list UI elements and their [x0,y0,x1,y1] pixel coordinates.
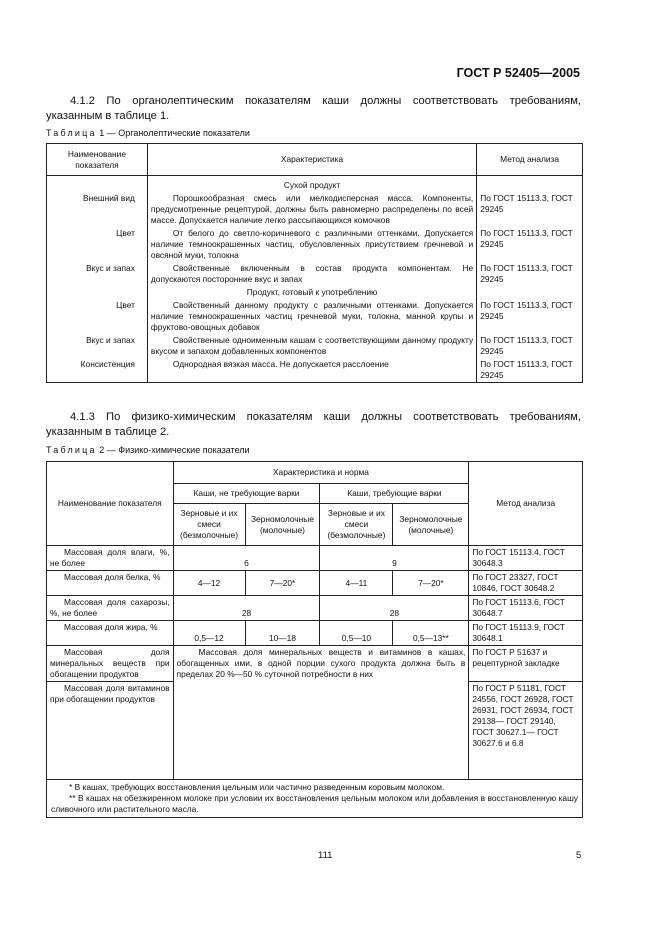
header-milk: Зерномолочные (молочные) [393,504,469,546]
footnotes [47,780,583,818]
row-method: По ГОСТ Р 51637 и рецептурной закладке [469,646,583,682]
row-desc [147,192,476,227]
section-dry-product: Сухой продукт [147,176,476,193]
row-method: По ГОСТ 15113.6, ГОСТ 30648.7 [469,596,583,621]
paragraph-text: 4.1.2 По органолептическим показателям каши должны соответствовать требованиям, указанным в таблице 1. [46,95,581,122]
row-desc-text: Свойственный данному продукту с различными оттенками. Допускается наличие темноокрашенных частиц гречневой муки, толокна, манной крупы и фруктово-овощных добавок [150,300,474,332]
row-name [47,571,174,596]
header-grain: Зерновые и их смеси (безмолочные) [173,504,245,546]
footnote-text: ** В кашах на обезжиренном молоке при условии их восстановления цельным молоком или добавления в восстановленную кашу сливочного или растительного масла. [51,793,578,814]
value-cell: 0,5—12 [173,621,245,646]
row-name: Цвет [47,299,148,334]
header-method: Метод анализа [477,144,583,176]
table-row [47,192,583,227]
row-desc-text: От белого до светло-коричневого с различными оттенками. Допускается наличие темноокрашенных частиц, обусловленных присутствием гречневой и овсяной муки, толокна [150,228,474,260]
section-row [47,176,583,193]
row-name-text: Массовая доля минеральных веществ при обогащении продуктов [50,647,170,679]
row-name-text: Массовая доля влаги, %, не более [50,547,170,568]
row-desc-text: Однородная вязкая масса. Не допускается расслоение [172,359,389,369]
row-method: По ГОСТ 15113.4, ГОСТ 30648.3 [469,546,583,571]
table-row [47,299,583,334]
row-name-text: Массовая доля белка, % [64,572,161,582]
row-name [47,596,174,621]
table-row [47,334,583,358]
table-row [47,646,583,682]
row-desc-text: Свойственные включенным в состав продукта компонентам. Не допускаются посторонние вкус и запах [150,263,474,284]
table-row [47,621,583,646]
page-number: 5 [576,850,582,861]
row-name-text: Массовая доля сахарозы, %, не более [50,597,170,618]
row-method: По ГОСТ 23327, ГОСТ 10846, ГОСТ 30648.2 [469,571,583,596]
row-desc-text: Свойственные одноименным кашам с соответствующими данному продукту вкусом и запахом добавленных компонентов [150,335,474,356]
table-row [47,546,583,571]
value-cell: 6 [173,546,320,571]
table-row [47,358,583,383]
value-cell: 9 [320,546,469,571]
header-name: Наименование показателя [47,144,148,176]
table-row [47,262,583,286]
row-method: По ГОСТ 15113.3, ГОСТ 29245 [477,334,583,358]
caption-label: Таблица [46,445,97,455]
row-method: По ГОСТ 15113.3, ГОСТ 29245 [477,227,583,262]
value-cell: 10—18 [245,621,320,646]
header-characteristic: Характеристика и норма [173,462,469,484]
row-name: Вкус и запах [47,334,148,358]
header-method: Метод анализа [469,462,583,546]
header-grain: Зерновые и их смеси (безмолочные) [320,504,393,546]
table-row [47,596,583,621]
section-row [47,286,583,299]
caption-text: 2 — Физико-химические показатели [99,445,250,455]
header-milk: Зерномолочные (молочные) [245,504,320,546]
row-name [47,546,174,571]
table1-caption [46,128,250,138]
header-name: Наименование показателя [47,462,174,546]
footnote-1 [51,782,578,793]
center-page-number: 111 [318,850,333,861]
row-name [47,621,174,646]
standard-header: ГОСТ Р 52405—2005 [456,66,580,80]
row-method: По ГОСТ 15113.3, ГОСТ 29245 [477,299,583,334]
physchem-table [46,461,583,818]
paragraph-text: 4.1.3 По физико-химическим показателям каши должны соответствовать требованиям, указанным в таблице 2. [46,411,581,438]
row-method: По ГОСТ 15113.3, ГОСТ 29245 [477,262,583,286]
table2-caption [46,445,250,455]
footnote-text: * В кашах, требующих восстановления цельным или частично разведенным коровьим молоком. [69,782,445,792]
row-method: По ГОСТ 15113.3, ГОСТ 29245 [477,192,583,227]
paragraph-4-1-2 [46,94,581,123]
header-no-cooking: Каши, не требующие варки [173,484,320,504]
value-cell: 28 [173,596,320,621]
row-name: Внешний вид [47,192,148,227]
value-cell: 7—20* [393,571,469,596]
row-name-text: Массовая доля витаминов при обогащении продуктов [50,683,170,704]
row-desc [147,262,476,286]
table-row [47,571,583,596]
enrichment-note [173,646,469,780]
organoleptic-table [46,143,583,383]
enrichment-text: Массовая доля минеральных веществ и витаминов в кашах, обогащенных ими, в одной порции сухого продукта должна быть в пределах 20 %—50 % суточной потребности в них [176,647,466,679]
header-characteristic: Характеристика [147,144,476,176]
row-name [47,646,174,682]
section-ready-product: Продукт, готовый к употреблению [147,286,476,299]
row-desc [147,299,476,334]
value-cell: 7—20* [245,571,320,596]
value-cell: 4—11 [320,571,393,596]
table-header-row [47,462,583,484]
row-method: По ГОСТ 15113.3, ГОСТ 29245 [477,358,583,383]
row-name [47,682,174,780]
row-desc [147,334,476,358]
table-header-row [47,144,583,176]
caption-text: 1 — Органолептические показатели [99,128,250,138]
footnote-2 [51,793,578,815]
paragraph-4-1-3 [46,410,581,439]
row-method: По ГОСТ 15113.9, ГОСТ 30648.1 [469,621,583,646]
row-name-text: Массовая доля жира, % [64,622,158,632]
header-cooking: Каши, требующие варки [320,484,469,504]
row-name: Консистенция [47,358,148,383]
value-cell: 0,5—10 [320,621,393,646]
row-name: Вкус и запах [47,262,148,286]
row-name: Цвет [47,227,148,262]
row-desc-text: Порошкообразная смесь или мелкодисперсная масса. Компоненты, предусмотренные рецептурой, должны быть равномерно распределены по всей массе. Допускается наличие легко рассыпающихся комочков [150,193,474,225]
row-method: По ГОСТ Р 51181, ГОСТ 24556, ГОСТ 26928, ГОСТ 26931, ГОСТ 26934, ГОСТ 29138— ГОСТ 29140, ГОСТ 30627.1— ГОСТ 30627.6 и 6.8 [469,682,583,780]
table-row [47,227,583,262]
row-desc [147,358,476,383]
value-cell: 0,5—13** [393,621,469,646]
caption-label: Таблица [46,128,97,138]
footnote-row [47,780,583,818]
row-desc [147,227,476,262]
value-cell: 28 [320,596,469,621]
value-cell: 4—12 [173,571,245,596]
